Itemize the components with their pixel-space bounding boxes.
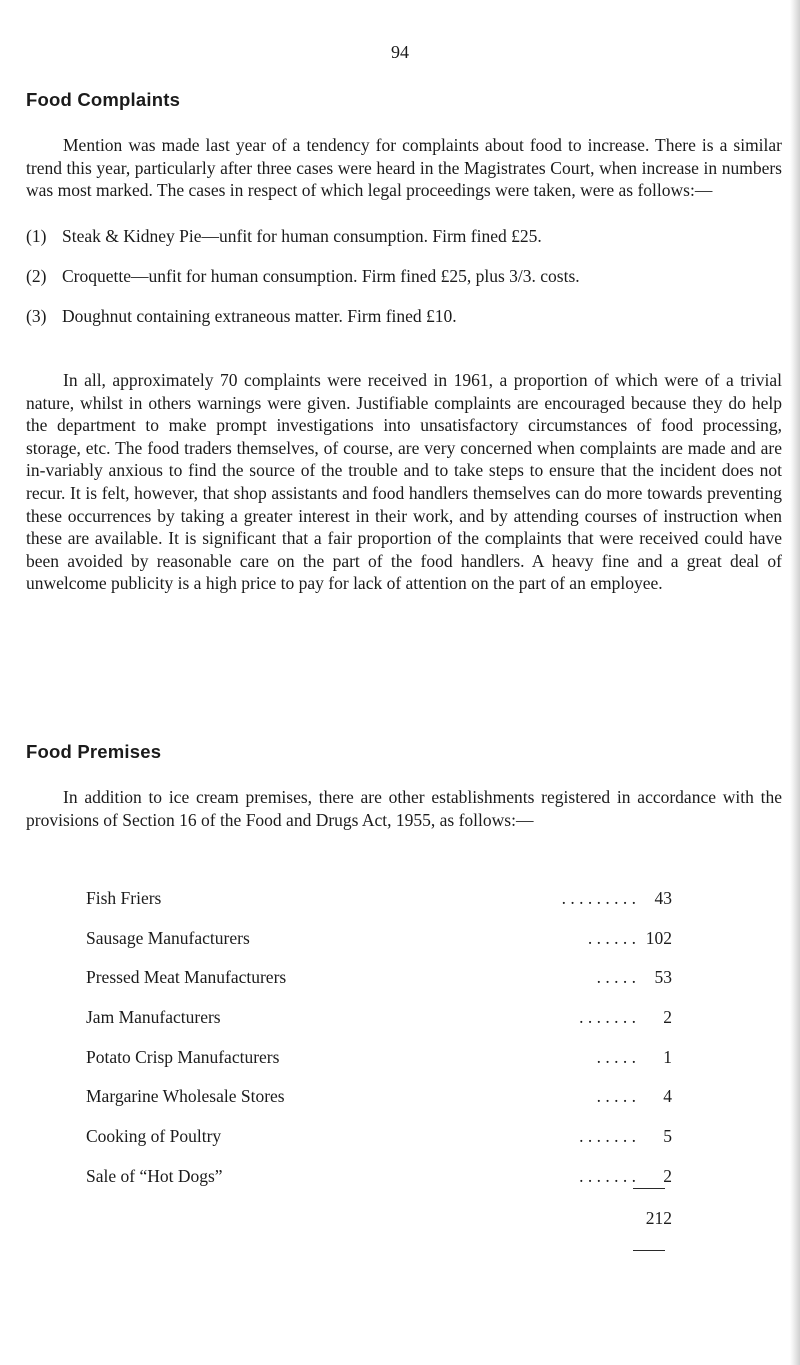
premises-count: 102 [645, 927, 672, 948]
total-rule-top [633, 1188, 665, 1189]
table-row [86, 927, 672, 967]
premises-type: Sausage Manufacturers [86, 927, 250, 948]
page-edge-shadow [790, 0, 800, 1365]
table-row [86, 1125, 672, 1165]
food-premises-heading: Food Premises [26, 741, 162, 762]
premises-count: 2 [663, 1165, 672, 1186]
premises-type: Potato Crisp Manufacturers [86, 1046, 280, 1067]
page-number: 94 [391, 42, 409, 62]
case-number: (1) [26, 226, 47, 246]
premises-table [86, 887, 672, 1205]
legal-cases-list [26, 225, 782, 345]
premises-type: Margarine Wholesale Stores [86, 1086, 285, 1107]
leader-dots: . . . . . [596, 1086, 636, 1107]
case-item [26, 305, 782, 345]
case-text: Doughnut containing extraneous matter. Firm fined £10. [62, 306, 457, 326]
leader-dots: . . . . . . . [579, 1126, 636, 1147]
total-rule-bottom [633, 1250, 665, 1251]
case-text: Steak & Kidney Pie—unfit for human consumption. Firm fined £25. [62, 226, 542, 246]
complaints-intro-paragraph: Mention was made last year of a tendency for complaints about food to increase. There is a similar trend this year, particularly after three cases were heard in the Magistrates Court, when increase in numbers was most marked. The cases in respect of which legal proceedings were taken, were as follows:— [26, 135, 782, 201]
leader-dots: . . . . . [596, 1046, 636, 1067]
leader-dots: . . . . . . . [579, 1007, 636, 1028]
table-row [86, 1085, 672, 1125]
leader-dots: . . . . . . . [579, 1165, 636, 1186]
leader-dots: . . . . . . [587, 927, 636, 948]
leader-dots: . . . . . . . . . [561, 888, 636, 908]
premises-count: 53 [654, 967, 672, 988]
premises-type: Pressed Meat Manufacturers [86, 967, 287, 988]
premises-count: 4 [663, 1086, 672, 1107]
premises-type: Cooking of Poultry [86, 1126, 222, 1147]
premises-count: 1 [663, 1046, 672, 1067]
case-number: (3) [26, 306, 47, 326]
premises-type: Jam Manufacturers [86, 1007, 221, 1028]
premises-total: 212 [645, 1208, 672, 1228]
table-row [86, 1165, 672, 1205]
food-complaints-heading: Food Complaints [26, 89, 181, 110]
premises-type: Sale of “Hot Dogs” [86, 1165, 223, 1186]
case-number: (2) [26, 266, 47, 286]
table-row [86, 1006, 672, 1046]
table-row [86, 1046, 672, 1086]
table-row [86, 966, 672, 1006]
premises-type: Fish Friers [86, 888, 162, 908]
premises-count: 43 [654, 888, 672, 908]
premises-count: 2 [663, 1007, 672, 1028]
leader-dots: . . . . . [596, 967, 636, 988]
case-text: Croquette—unfit for human consumption. Firm fined £25, plus 3/3. costs. [62, 266, 580, 286]
case-item [26, 225, 782, 265]
case-item [26, 265, 782, 305]
premises-count: 5 [663, 1126, 672, 1147]
table-row [86, 887, 672, 927]
premises-intro-paragraph: In addition to ice cream premises, there are other establishments registered in accordance with the provisions of Section 16 of the Food and Drugs Act, 1955, as follows:— [26, 787, 782, 830]
complaints-body-paragraph: In all, approximately 70 complaints were received in 1961, a proportion of which were of a trivial nature, whilst in others warnings were given. Justifiable complaints are encouraged because they do help the department to make prompt investigations into unsatisfactory circumstances of food processing, storage, etc. The food traders themselves, of course, are very concerned when complaints are made and are in-variably anxious to find the source of the trouble and to take steps to ensure that the incident does not recur. It is felt, however, that shop assistants and food handlers themselves can do more towards preventing these occurrences by taking a greater interest in their work, and by attending courses of instruction when these are available. It is significant that a fair proportion of the complaints that were received could have been avoided by reasonable care on the part of the food handlers. A heavy fine and a great deal of unwelcome publicity is a high price to pay for lack of attention on the part of an employee. [26, 370, 782, 594]
